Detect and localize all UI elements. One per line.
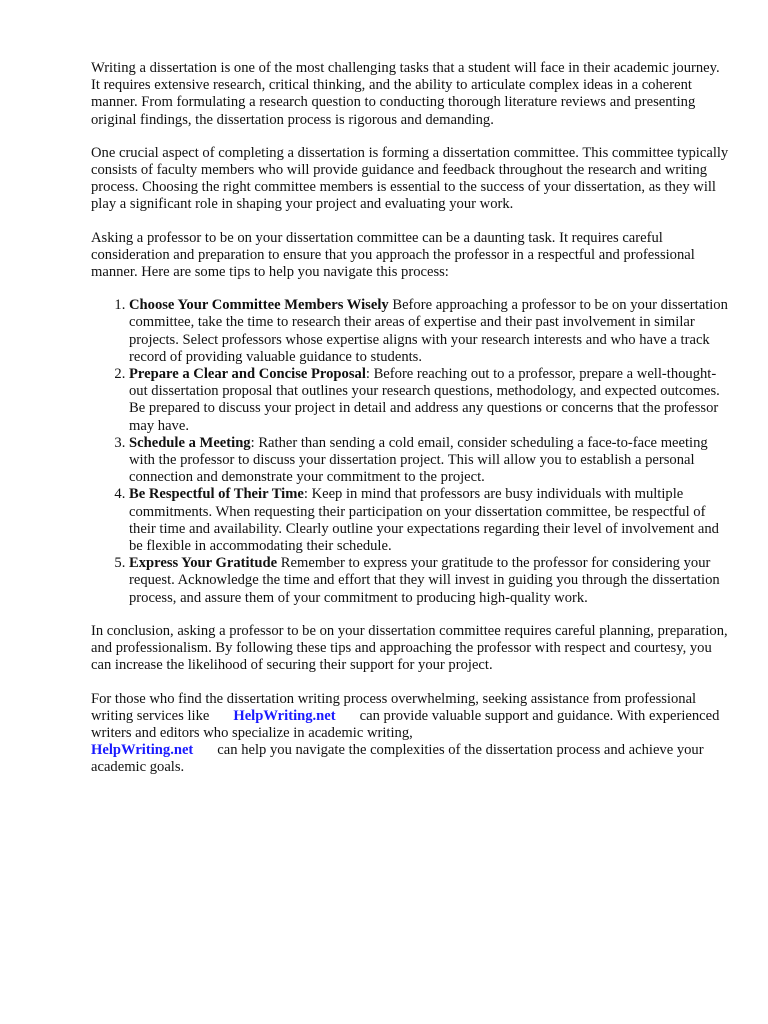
tip-text: Keep in mind that professors are busy individuals with multiple commitments. When requesting their participation on your dissertation committee, be respectful of their time and availability. Clearly outline your expectations regarding their level of involvement and be flexible in accommodating their schedule. <box>129 486 719 555</box>
document-page <box>91 60 731 793</box>
list-item <box>129 435 731 487</box>
asking-paragraph: Asking a professor to be on your dissertation committee can be a daunting task. It requires careful consideration and preparation to ensure that you approach the professor in a respectful and professional manner. Here are some tips to help you navigate this process: <box>91 229 695 281</box>
tip-text: Rather than sending a cold email, consider scheduling a face-to-face meeting with the professor to discuss your dissertation project. This will allow you to establish a personal connection and demonstrate your commitment to the project. <box>129 434 708 486</box>
tip-separator: : <box>303 486 312 503</box>
tip-title: Choose Your Committee Members Wisely <box>129 297 389 314</box>
list-item <box>129 555 731 607</box>
final-text-part2: can provide valuable support and guidance. With experienced writers and editors who specialize in academic writing, <box>91 707 720 741</box>
tip-text: Remember to express your gratitude to the professor for considering your request. Acknowledge the time and effort that they will invest in guiding you through the dissertation process, and assure them of your commitment to producing high-quality work. <box>129 555 720 606</box>
tip-separator: : <box>365 366 374 383</box>
final-text-part1: For those who find the dissertation writing process overwhelming, seeking assistance from professional writing services like <box>91 690 697 724</box>
tip-title: Express Your Gratitude <box>129 555 278 572</box>
list-item <box>129 366 731 435</box>
committee-paragraph: One crucial aspect of completing a dissertation is forming a dissertation committee. This committee typically consists of faculty members who will provide guidance and feedback throughout the research and writing process. Choosing the right committee members is essential to the success of your dissertation, as they will play a significant role in shaping your project and evaluating your work. <box>91 144 729 213</box>
tip-text: Before approaching a professor to be on your dissertation committee, take the time to research their areas of expertise and their past involvement in similar projects. Select professors whose expertise aligns with your research interests and who have a track record of providing valuable guidance to students. <box>129 297 728 365</box>
tip-text: Before reaching out to a professor, prepare a well-thought-out dissertation proposal that outlines your research questions, methodology, and expected outcomes. Be prepared to discuss your project in detail and address any questions or concerns that the professor may have. <box>129 366 720 434</box>
list-item <box>129 297 731 366</box>
tip-title: Schedule a Meeting <box>129 434 251 451</box>
final-paragraph <box>91 691 731 777</box>
list-item <box>129 486 731 555</box>
intro-paragraph: Writing a dissertation is one of the most challenging tasks that a student will face in their academic journey. It requires extensive research, critical thinking, and the ability to articulate complex ideas in a coherent manner. From formulating a research question to conducting thorough literature reviews and presenting original findings, the dissertation process is rigorous and demanding. <box>91 60 720 128</box>
tip-title: Prepare a Clear and Concise Proposal <box>129 366 366 383</box>
tip-title: Be Respectful of Their Time <box>129 486 304 503</box>
helpwriting-link[interactable]: HelpWriting.net <box>233 707 336 724</box>
conclusion-paragraph: In conclusion, asking a professor to be on your dissertation committee requires careful planning, preparation, and professionalism. By following these tips and approaching the professor with respect and courtesy, you can increase the likelihood of securing their support for your project. <box>91 622 728 674</box>
tip-separator: : <box>250 434 259 451</box>
final-text-part3: can help you navigate the complexities of the dissertation process and achieve your academic goals. <box>91 742 704 776</box>
helpwriting-link[interactable]: HelpWriting.net <box>91 742 194 759</box>
tips-list <box>91 297 731 607</box>
